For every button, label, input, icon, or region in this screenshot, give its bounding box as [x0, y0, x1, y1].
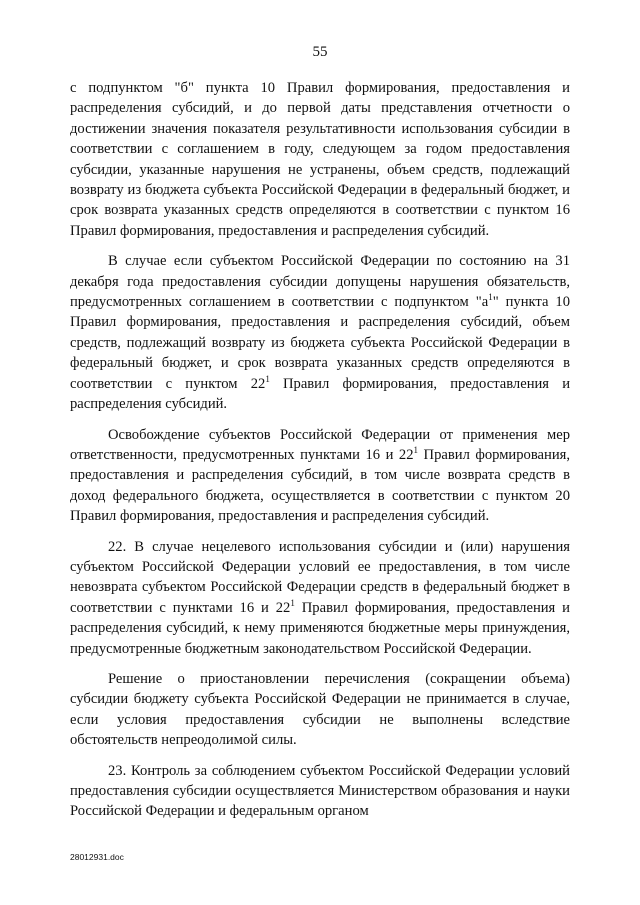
text-run: 23. Контроль за соблюдением субъектом Российской Федерации условий предоставления субсидии осуществляется Министерством образования и науки Российской Федерации и федеральным органом [70, 762, 570, 820]
text-run: В случае если субъектом Российской Федерации по состоянию на 31 декабря года предоставления субсидии допущены нарушения обязательств, предусмотренных соглашением в соответствии с подпунктом "а [70, 253, 570, 311]
document-body [70, 78, 570, 822]
text-run: с подпунктом "б" пункта 10 Правил формирования, предоставления и распределения субсидий, и до первой даты представления отчетности о достижении значения показателя результативности использования субсидии в соответствии с соглашением в году, следующем за годом предоставления субсидии, указанные нарушения не устранены, объем средств, подлежащий возврату из бюджета субъекта Российской Федерации в федеральный бюджет, и срок возврата указанных средств определяются в соответствии с пунктом 16 Правил формирования, предоставления и распределения субсидий. [70, 80, 570, 239]
paragraph-section-22 [70, 537, 570, 659]
page-number: 55 [312, 44, 328, 60]
superscript: 1 [290, 597, 295, 608]
text-run: " пункта 10 Правил формирования, предоставления и распределения субсидий, объем средств, подлежащий возврату из бюджета субъекта Российской Федерации в федеральный бюджет, и срок возврата указанных средств определяются в соответствии с пунктом 22 [70, 294, 571, 392]
document-filename: 28012931.doc [70, 852, 124, 862]
superscript: 1 [488, 292, 493, 303]
paragraph-5 [70, 669, 570, 751]
superscript: 1 [413, 445, 419, 456]
text-run: Правил формирования, предоставления и распределения субсидий, в том числе возврата средств в доход федерального бюджета, осуществляется в соответствии с пунктом 20 Правил формирования, предоставления и распределения субсидий. [70, 446, 570, 525]
superscript: 1 [265, 373, 270, 384]
paragraph-3 [70, 425, 570, 527]
text-run: Правил формирования, предоставления и распределения субсидий. [70, 375, 571, 413]
text-run: 22. В случае нецелевого использования субсидии и (или) нарушения субъектом Российской Федерации условий ее предоставления, в том числе невозврата субъектом Российской Федерации средств в федеральный бюджет в соответствии с пунктами 16 и 22 [70, 538, 570, 616]
paragraph-section-23 [70, 761, 570, 822]
text-run: Освобождение субъектов Российской Федерации от применения мер ответственности, предусмотренных пунктами 16 и 22 [70, 426, 570, 463]
text-run: Правил формирования, предоставления и распределения субсидий, к нему применяются бюджетные меры принуждения, предусмотренные бюджетным законодательством Российской Федерации. [70, 599, 570, 657]
paragraph-1 [70, 78, 570, 241]
paragraph-2 [70, 251, 570, 414]
text-run: Решение о приостановлении перечисления (сокращении объема) субсидии бюджету субъекта Российской Федерации не принимается в случае, если условия предоставления субсидии не выполнены вследствие обстоятельств непреодолимой силы. [70, 670, 570, 749]
